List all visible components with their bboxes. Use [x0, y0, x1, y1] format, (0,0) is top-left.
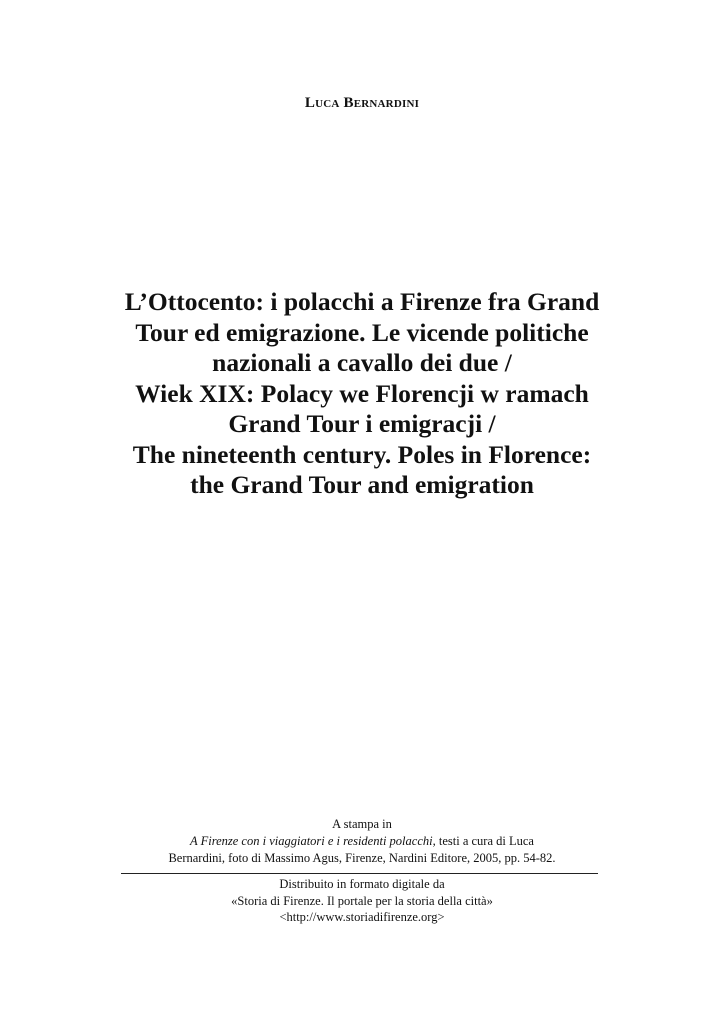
book-editor: testi a cura di Luca	[435, 834, 534, 848]
title-line: Wiek XIX: Polacy we Florencji w ramach	[135, 378, 589, 408]
distribution-url: <http://www.storiadifirenze.org>	[279, 910, 445, 924]
title-line: the Grand Tour and emigration	[190, 470, 534, 499]
print-details: Bernardini, foto di Massimo Agus, Firenze, Nardini Editore, 2005, pp. 54-82.	[168, 851, 556, 865]
book-title: A Firenze con i viaggiatori e i residenti polacchi,	[190, 834, 436, 848]
divider-line	[121, 873, 598, 874]
title-line: Tour ed emigrazione. Le vicende politiche	[135, 317, 589, 347]
distribution-line: Distribuito in formato digitale da	[279, 877, 445, 891]
title-line: nazionali a cavallo dei due /	[212, 348, 512, 377]
print-book-line	[100, 833, 624, 850]
distribution-note	[100, 876, 624, 926]
title-line: Grand Tour i emigracji /	[228, 409, 496, 438]
distribution-portal: «Storia di Firenze. Il portale per la storia della città»	[231, 893, 493, 908]
title-line: L’Ottocento: i polacchi a Firenze fra Grand	[124, 287, 600, 316]
document-title	[100, 287, 624, 501]
print-source-note	[100, 816, 624, 867]
author-name: Luca Bernardini	[304, 95, 420, 111]
title-line: The nineteenth century. Poles in Florence:	[132, 439, 592, 469]
print-heading: A stampa in	[332, 817, 392, 831]
